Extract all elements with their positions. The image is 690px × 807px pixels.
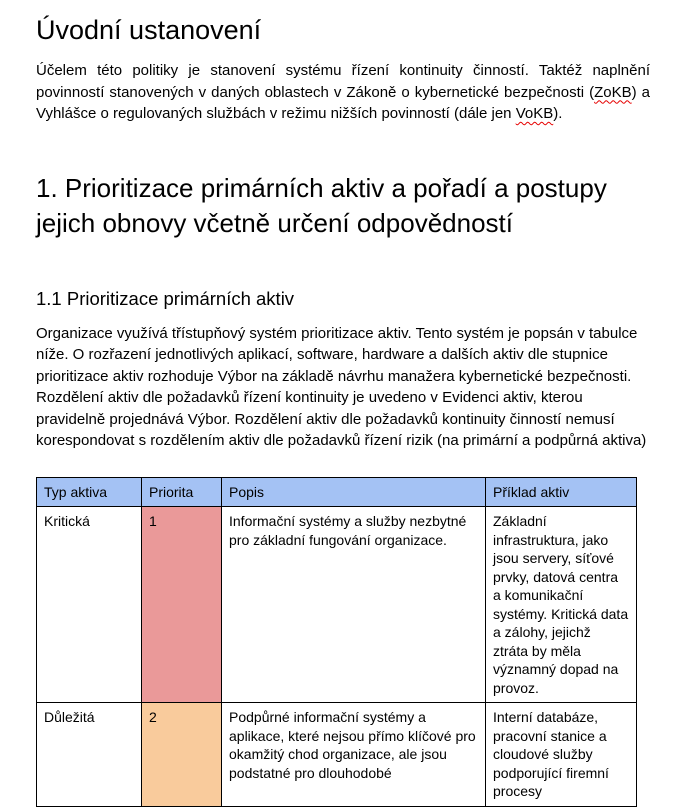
intro-paragraph [36, 60, 650, 125]
intro-paragraph-text-2: ) a Vyhlášce o regulovaných službách v režimu nižších povinností (dále jen [36, 83, 650, 122]
section-1-heading-line-2: jejich obnovy včetně určení odpovědností [36, 207, 513, 238]
section-1-heading-line-1: 1. Prioritizace primárních aktiv a pořadí a postupy [36, 172, 607, 203]
table-row-kriticka [37, 507, 637, 703]
intro-paragraph-text-1: Účelem této politiky je stanovení systému řízení kontinuity činností. Taktéž naplnění povinností stanovených v daných oblastech v Zákoně o kybernetické bezpečnosti ( [36, 62, 650, 101]
cell-priorita-1: 1 [142, 507, 222, 703]
table-row-dulezita [37, 703, 637, 807]
intro-paragraph-text-3: ). [553, 105, 563, 122]
table-header-row [37, 477, 637, 507]
document-title: Úvodní ustanovení [36, 15, 262, 45]
cell-priorita-2: 2 [142, 703, 222, 807]
cell-typ-dulezita: Důležitá [37, 703, 142, 807]
cell-priklad-kriticka: Základní infrastruktura, jako jsou servery, síťové prvky, datová centra a komunikační systémy. Kritická data a zálohy, jejichž ztráta by měla významný dopad na provoz. [486, 507, 637, 703]
column-header-typ-aktiva: Typ aktiva [37, 477, 142, 507]
asset-priority-table [36, 477, 637, 807]
column-header-priklad-aktiv: Příklad aktiv [486, 477, 637, 507]
cell-popis-kriticka: Informační systémy a služby nezbytné pro základní fungování organizace. [222, 507, 486, 703]
column-header-priorita: Priorita [142, 477, 222, 507]
cell-priklad-dulezita: Interní databáze, pracovní stanice a cloudové služby podporující firemní procesy [486, 703, 637, 807]
section-1-heading [36, 171, 650, 241]
cell-typ-kriticka: Kritická [37, 507, 142, 703]
column-header-popis: Popis [222, 477, 486, 507]
cell-popis-dulezita: Podpůrné informační systémy a aplikace, které nejsou přímo klíčové pro okamžitý chod organizace, ale jsou podstatné pro dlouhodobé [222, 703, 486, 807]
misspelled-word-zokb: ZoKB [594, 83, 632, 101]
section-1-1-paragraph: Organizace využívá třístupňový systém prioritizace aktiv. Tento systém je popsán v tabulce níže. O rozřazení jednotlivých aplikací, software, hardware a dalších aktiv dle stupnice prioritizace aktiv rozhoduje Výbor na základě návrhu manažera kybernetické bezpečnosti. Rozdělení aktiv dle požadavků řízení kontinuity je uvedeno v Evidenci aktiv, kterou pravidelně projednává Výbor. Rozdělení aktiv dle požadavků kontinuity činností nemusí korespondovat s rozdělením aktiv dle požadavků řízení rizik (na primární a podpůrná aktiva) [36, 324, 647, 449]
misspelled-word-vokb: VoKB [515, 105, 554, 122]
section-1-1-heading: 1.1 Prioritizace primárních aktiv [36, 287, 295, 309]
